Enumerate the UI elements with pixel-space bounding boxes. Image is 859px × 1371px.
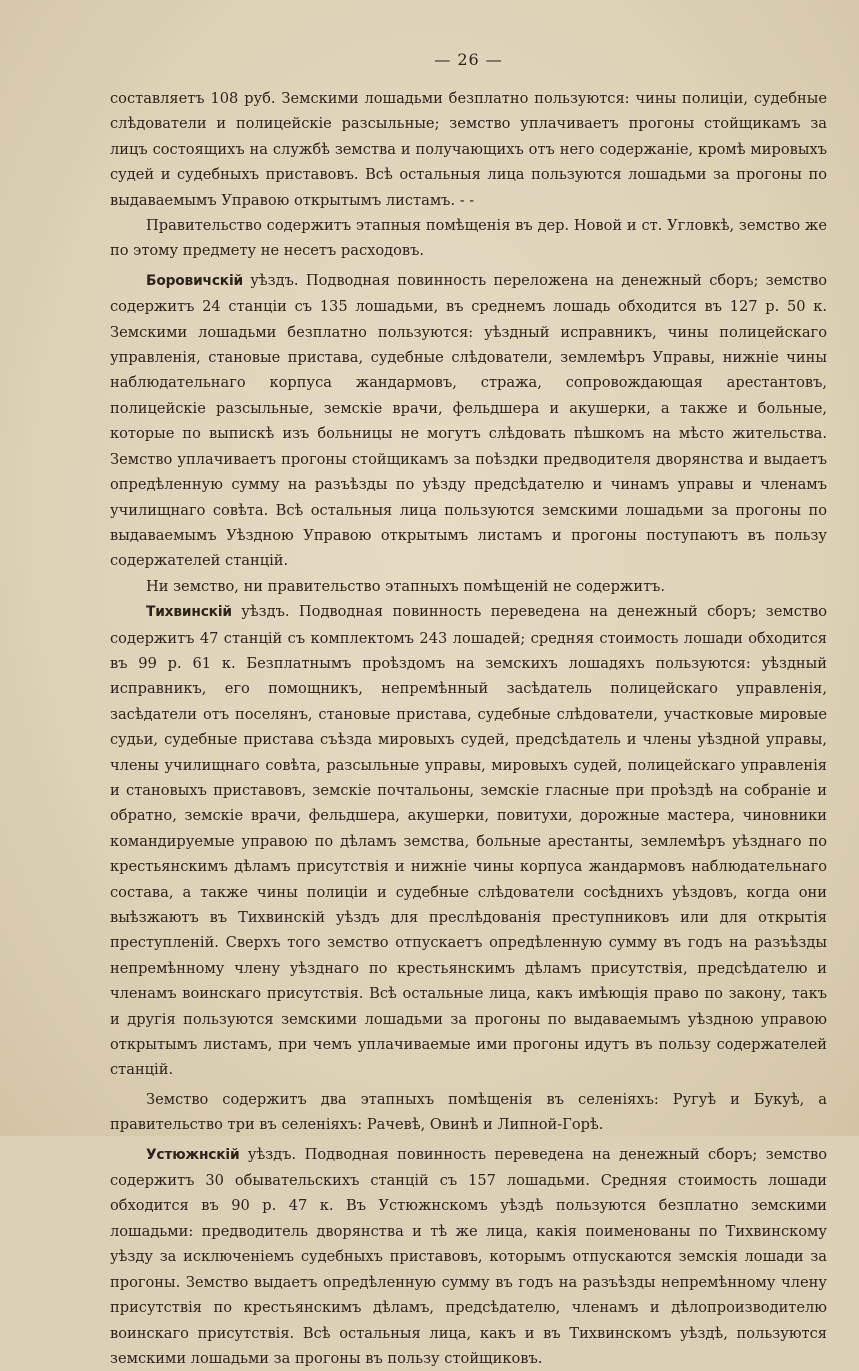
paragraph-tikhvin-stages: Земство содержитъ два этапныхъ помѣщенія въ селеніяхъ: Ругуѣ и Букуѣ, а правительство три въ селеніяхъ: Рачевѣ, Овинѣ и Липной-Горѣ. [110, 1090, 827, 1134]
page-number: — 26 — [434, 50, 503, 69]
district-heading-ustyuzhna: Устюжнскій [146, 1146, 240, 1163]
paragraph-novgorod-horses: составляетъ 108 руб. Земскими лошадьми безплатно пользуются: чины полиціи, судебные слѣдователи и полицейскіе разсыльные; земство уплачиваетъ прогоны стойщикамъ за лицъ состоящихъ на службѣ земства и получающихъ отъ него содержаніе, кромѣ мировыхъ судей и судебныхъ приставовъ. Всѣ остальныя лица пользуются лошадьми за прогоны по выдаваемымъ Управою открытымъ листамъ. - - [110, 90, 827, 209]
paragraph-borovichi-district [110, 268, 827, 574]
document-body [110, 86, 827, 1371]
paragraph-tikhvin-text: уѣздъ. Подводная повинность переведена на денежный сборъ; земство содержитъ 47 станцій съ комплектомъ 243 лошадей; средняя стоимость лошади обходится въ 99 р. 61 к. Безплатнымъ проѣздомъ на земскихъ лошадяхъ пользуются: уѣздный исправникъ, его помощникъ, непремѣнный засѣдатель полицейскаго управленія, засѣдатели отъ поселянъ, становые пристава, судебные слѣдователи, участковые мировые судьи, судебные пристава съѣзда мировыхъ судей, предсѣдатель и члены уѣздной управы, члены училищнаго совѣта, разсыльные управы, мировыхъ судей, полицейскаго управленія и становыхъ приставовъ, земскіе почтальоны, земскіе гласные при проѣздѣ на собраніе и обратно, земскіе врачи, фельдшера, акушерки, повитухи, дорожные мастера, чиновники командируемые управою по дѣламъ земства, больные арестанты, землемѣръ уѣзднаго по крестьянскимъ дѣламъ присутствія и нижніе чины корпуса жандармовъ наблюдательнаго состава, а также чины полиціи и судебные слѣдователи сосѣднихъ уѣздовъ, когда они выѣзжаютъ въ Тихвинскій уѣздъ для преслѣдованія преступниковъ или для открытія преступленій. Сверхъ того земство отпускаетъ опредѣленную сумму въ годъ на разъѣзды непремѣнному члену уѣзднаго по крестьянскимъ дѣламъ присутствія, предсѣдателю и членамъ воинскаго присутствія. Всѣ остальные лица, какъ имѣющія право по закону, такъ и другія пользуются земскими лошадьми за прогоны по выдаваемымъ уѣздною управою открытымъ листамъ, при чемъ уплачиваемые ими прогоны идутъ въ пользу содержателей станцій. [110, 603, 827, 1079]
paragraph-borovichi-stages: Ни земство, ни правительство этапныхъ помѣщеній не содержитъ. [146, 577, 666, 595]
district-heading-tikhvin: Тихвинскій [146, 604, 232, 621]
district-heading-borovichi: Боровичскій [146, 272, 243, 289]
paragraph-borovichi-text: уѣздъ. Подводная повинность переложена на денежный сборъ; земство содержитъ 24 станціи съ 135 лошадьми, въ среднемъ лошадь обходится въ 127 р. 50 к. Земскими лошадьми безплатно пользуются: уѣздный исправникъ, чины полицейскаго управленія, становые пристава, судебные слѣдователи, землемѣръ Управы, нижніе чины наблюдательнаго корпуса жандармовъ, стража, сопровождающая арестантовъ, полицейскіе разсыльные, земскіе врачи, фельдшера и акушерки, а также и больные, которые по выпискѣ изъ больницы не могутъ слѣдовать пѣшкомъ на мѣсто жительства. Земство уплачиваетъ прогоны стойщикамъ за поѣздки предводителя дворянства и выдаетъ опредѣленную сумму на разъѣзды по уѣзду предсѣдателю и чинамъ управы и членамъ училищнаго совѣта. Всѣ остальныя лица пользуются земскими лошадьми за прогоны по выдаваемымъ Уѣздною Управою открытымъ листамъ и прогоны поступаютъ въ пользу содержателей станцій. [110, 271, 827, 570]
paragraph-ustyuzhna-district [110, 1142, 827, 1371]
paragraph-novgorod-stages: Правительство содержитъ этапныя помѣщенія въ дер. Новой и ст. Угловкѣ, земство же по этому предмету не несетъ расходовъ. [110, 217, 827, 260]
paragraph-tikhvin-district [110, 599, 827, 1083]
paragraph-ustyuzhna-text: уѣздъ. Подводная повинность переведена на денежный сборъ; земство содержитъ 30 обывательскихъ станцій съ 157 лошадьми. Средняя стоимость лошади обходится въ 90 р. 47 к. Въ Устюжнскомъ уѣздѣ пользуются безплатно земскими лошадьми: предводитель дворянства и тѣ же лица, какія поименованы по Тихвинскому уѣзду за исключеніемъ судебныхъ приставовъ, которымъ отпускаются земскія лошади за прогоны. Земство выдаетъ опредѣленную сумму въ годъ на разъѣзды непремѣнному члену присутствія по крестьянскимъ дѣламъ, предсѣдателю, членамъ и дѣлопроизводителю воинскаго присутствія. Всѣ остальныя лица, какъ и въ Тихвинскомъ уѣздѣ, пользуются земскими лошадьми за прогоны въ пользу стойщиковъ. [110, 1145, 827, 1367]
